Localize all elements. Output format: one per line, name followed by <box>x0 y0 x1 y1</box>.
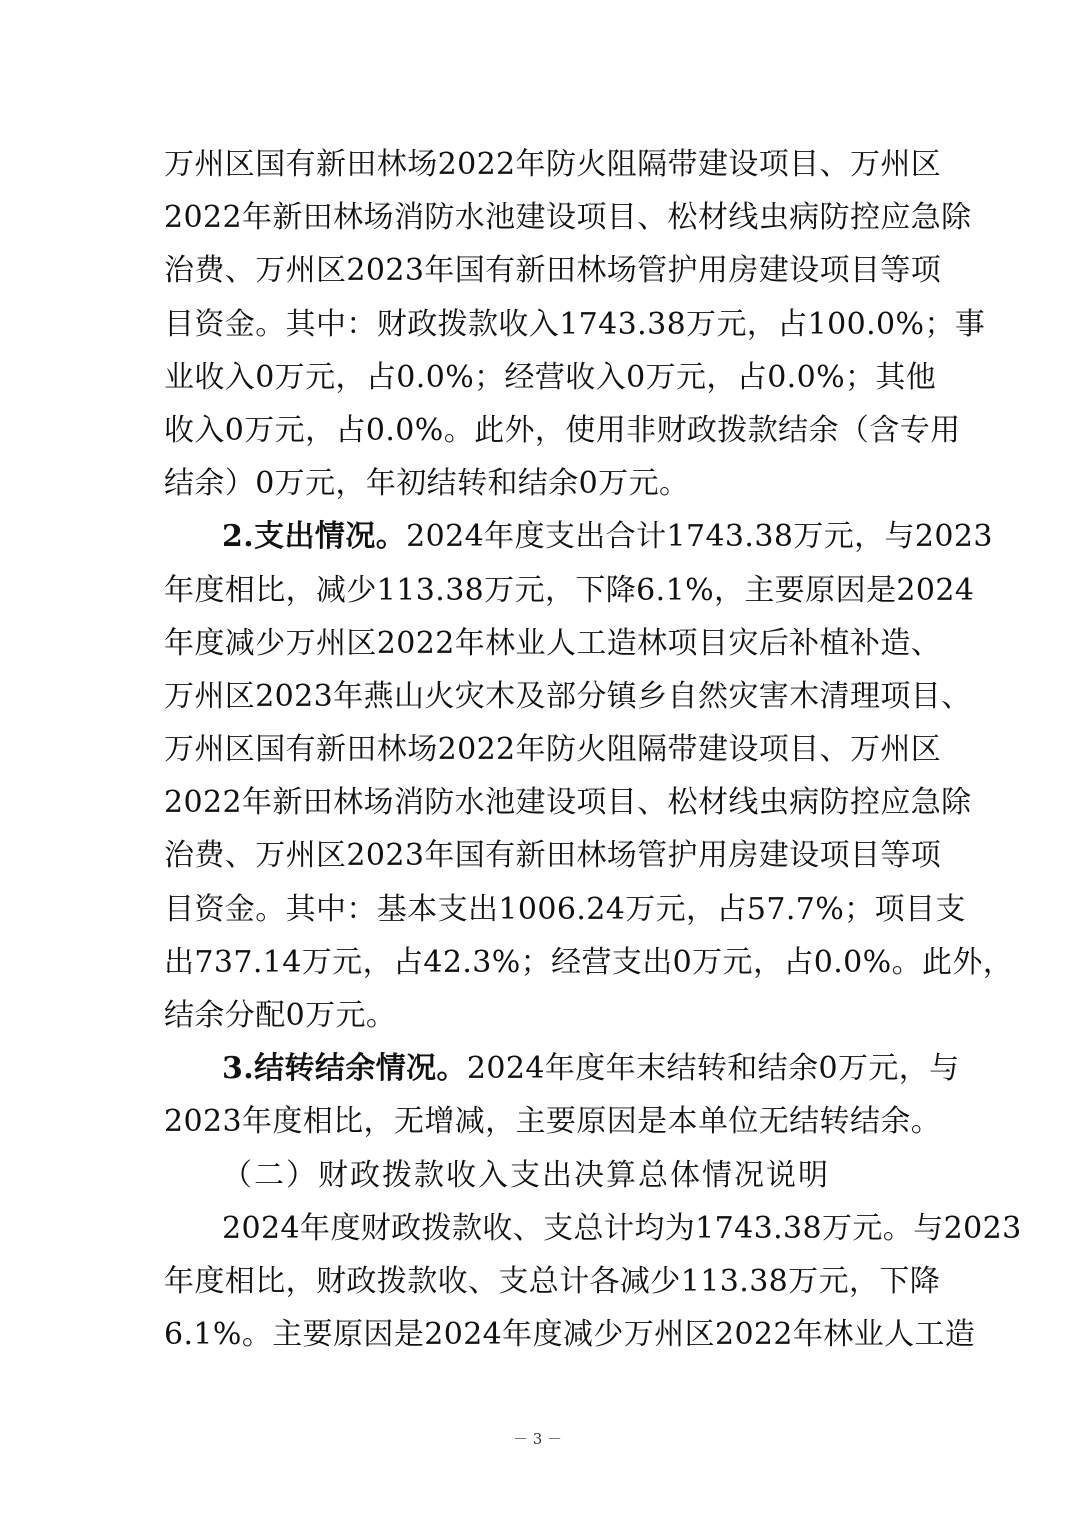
text-line: 万州区2023年燕山火灾木及部分镇乡自然灾害木清理项目、 <box>164 678 972 714</box>
text-line: 结余分配0万元。 <box>164 998 397 1033</box>
text-line: 结余）0万元，年初结转和结余0万元。 <box>164 466 690 502</box>
text-run: 2024年度支出合计1743.38万元，与2023 <box>406 519 993 555</box>
text-line: 年度减少万州区2022年林业人工造林项目灾后补植补造、 <box>164 625 942 661</box>
text-line: 2022年新田林场消防水池建设项目、松材线虫病防控应急除 <box>164 200 972 236</box>
text-line: 业收入0万元，占0.0%；经营收入0万元，占0.0%；其他 <box>164 359 937 395</box>
text-line: 年度相比，财政拨款收、支总计各减少113.38万元，下降 <box>164 1263 941 1299</box>
text-line: 2022年新田林场消防水池建设项目、松材线虫病防控应急除 <box>164 785 972 821</box>
text-line: 治费、万州区2023年国有新田林场管护用房建设项目等项 <box>164 838 942 874</box>
section-heading-expenditure: 2.支出情况。 <box>222 519 407 555</box>
text-line: 2023年度相比，无增减，主要原因是本单位无结转结余。 <box>164 1104 942 1140</box>
text-line: 年度相比，减少113.38万元，下降6.1%，主要原因是2024 <box>164 572 975 608</box>
text-line: 目资金。其中：基本支出1006.24万元，占57.7%；项目支 <box>164 891 966 927</box>
section-first-line <box>164 510 993 563</box>
text-line: 出737.14万元，占42.3%；经营支出0万元，占0.0%。此外， <box>164 944 1014 980</box>
text-line: 万州区国有新田林场2022年防火阻隔带建设项目、万州区 <box>164 147 942 182</box>
body-text <box>164 138 1022 1361</box>
text-line: 收入0万元，占0.0%。此外，使用非财政拨款结余（含专用 <box>164 412 961 448</box>
section-heading-carryover: 3.结转结余情况。 <box>222 1051 467 1087</box>
subsection-heading: （二）财政拨款收入支出决算总体情况说明 <box>222 1157 830 1193</box>
text-line: 治费、万州区2023年国有新田林场管护用房建设项目等项 <box>164 253 942 289</box>
text-line: 2024年度财政拨款收、支总计均为1743.38万元。与2023 <box>222 1210 1022 1246</box>
section-first-line <box>164 1042 960 1095</box>
text-line: 6.1%。主要原因是2024年度减少万州区2022年林业人工造 <box>164 1317 976 1353</box>
page-number: － 3 － <box>512 1430 563 1448</box>
text-line: 目资金。其中：财政拨款收入1743.38万元，占100.0%；事 <box>164 306 986 342</box>
text-line: 万州区国有新田林场2022年防火阻隔带建设项目、万州区 <box>164 732 942 768</box>
text-run: 2024年度年末结转和结余0万元，与 <box>466 1051 960 1087</box>
